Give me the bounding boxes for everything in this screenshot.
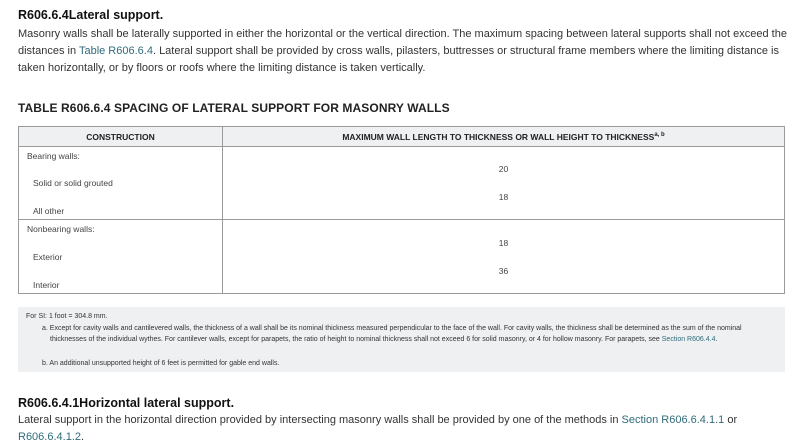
- section-link[interactable]: R606.6.4.1.2: [18, 431, 81, 443]
- paragraph-text: or: [724, 414, 738, 426]
- table-row: [19, 220, 785, 294]
- spacing-table: [18, 126, 785, 294]
- ratio-value: 36: [498, 266, 509, 276]
- footnote-end: .: [715, 335, 718, 343]
- section-title: Lateral support.: [68, 8, 164, 22]
- section-heading-r606-6-4-1: [18, 396, 234, 410]
- group-label: Nonbearing walls:: [27, 224, 95, 234]
- header-max-ratio: [223, 127, 785, 147]
- paragraph-text: . Lateral support shall be provided by cross walls, pilasters, buttresses or structural frame members where the limiting distance is taken horizontally, or by floors or roofs where the limiting distance is taken vertically.: [18, 45, 779, 74]
- table-footnotes: [18, 307, 785, 372]
- header-construction: CONSTRUCTION: [19, 127, 223, 147]
- table-header-row: [19, 127, 785, 147]
- section-paragraph: [18, 26, 788, 77]
- footnote-text: An additional unsupported height of 6 feet is permitted for gable end walls.: [49, 360, 280, 367]
- footnote-b: [42, 360, 280, 367]
- section-paragraph: [18, 412, 788, 446]
- footnote-marker: b.: [42, 360, 48, 367]
- header-max-text: MAXIMUM WALL LENGTH TO THICKNESS OR WALL HEIGHT TO THICKNESS: [342, 131, 655, 142]
- table-link[interactable]: Table R606.6.4: [78, 45, 153, 57]
- footnote-a: [42, 324, 780, 345]
- section-heading-r606-6-4: [18, 8, 163, 22]
- row-label: All other: [33, 206, 65, 216]
- section-link[interactable]: Section R606.6.4.1.1: [621, 414, 725, 426]
- table-row: [19, 147, 785, 220]
- paragraph-text: Lateral support in the horizontal direction provided by intersecting masonry walls shall be provided by one of the methods in: [18, 414, 622, 426]
- si-note: For SI: 1 foot = 304.8 mm.: [26, 313, 108, 320]
- ratio-value: 20: [498, 164, 509, 174]
- section-number: R606.6.4: [18, 8, 69, 22]
- section-number: R606.6.4.1: [18, 396, 80, 410]
- table-title: TABLE R606.6.4 SPACING OF LATERAL SUPPORT FOR MASONRY WALLS: [18, 101, 450, 115]
- row-label: Exterior: [33, 252, 63, 262]
- section-link[interactable]: Section R606.4.4: [661, 335, 716, 343]
- footnote-marker: a.: [42, 325, 48, 332]
- paragraph-text: .: [81, 431, 85, 443]
- group-label: Bearing walls:: [27, 151, 80, 161]
- header-footnote-ref: a, b: [654, 131, 665, 138]
- row-label: Interior: [33, 280, 60, 290]
- section-title: Horizontal lateral support.: [79, 396, 235, 410]
- footnote-text: Except for cavity walls and cantilevered walls, the thickness of a wall shall be its nominal thickness measured perpendicular to the face of the wall. For cavity walls, the thickness shall be determined as the sum of the nominal thicknesses of the individual wythes. For cantilever walls, except for parapets, the ratio of height to nominal thickness shall not exceed 6 for solid masonry, or 4 for hollow masonry. For parapets, see: [49, 325, 742, 343]
- paragraph-text: Masonry walls shall be laterally supported in either the horizontal or the vertical direction. The maximum spacing between lateral supports shall not exceed the distances in: [18, 28, 787, 57]
- ratio-value: 18: [498, 192, 509, 202]
- row-label: Solid or solid grouted: [33, 178, 113, 188]
- ratio-value: 18: [498, 238, 509, 248]
